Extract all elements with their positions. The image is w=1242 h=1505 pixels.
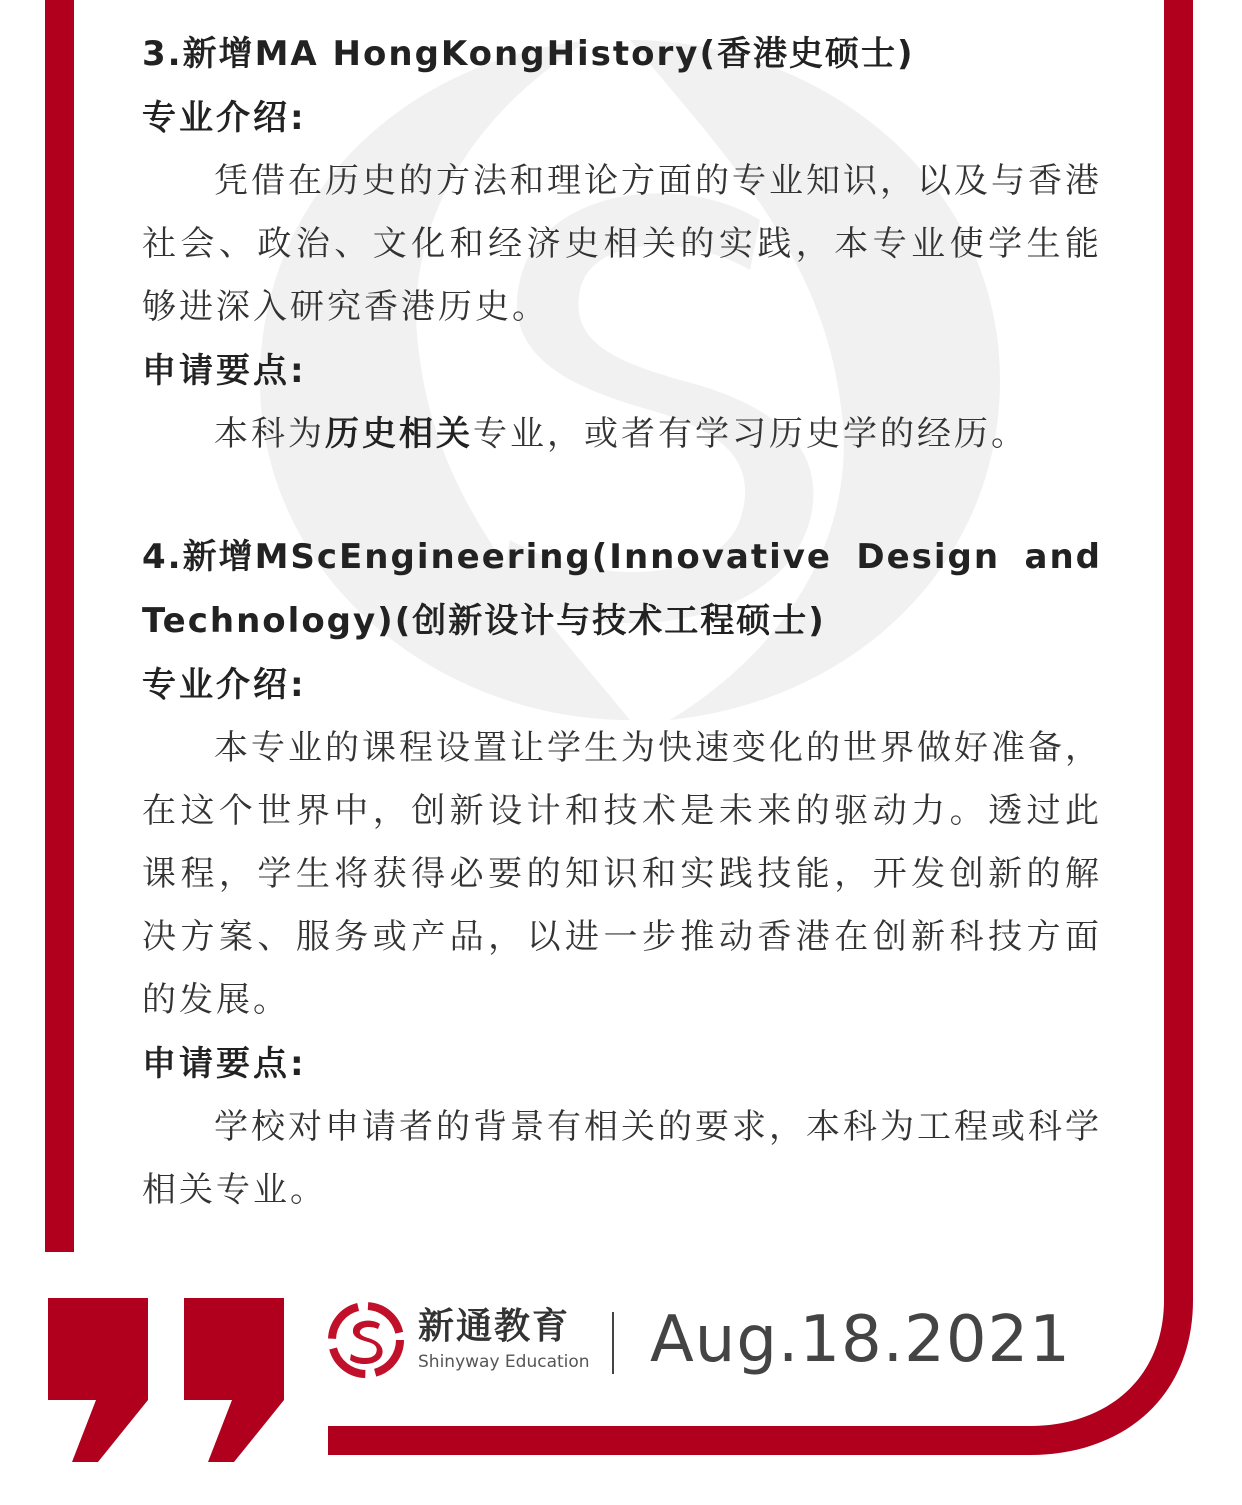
section3-req-bold: 历史相关 <box>325 414 473 454</box>
brand-name-cn: 新通教育 <box>418 1306 571 1347</box>
section4-intro-text: 本专业的课程设置让学生为快速变化的世界做好准备，在这个世界中，创新设计和技术是未来的驱动力。透过此课程，学生将获得必要的知识和实践技能，开发创新的解决方案、服务或产品，以进一步推动香港在创新科技方面的发展。 <box>142 728 1102 1020</box>
article-content <box>142 22 1102 1222</box>
section3-req-label: 申请要点: <box>142 351 307 391</box>
section3-intro-text: 凭借在历史的方法和理论方面的专业知识，以及与香港社会、政治、文化和经济史相关的实践，本专业使学生能够进深入研究香港历史。 <box>142 161 1102 327</box>
section3-req-text <box>142 403 1102 466</box>
shinyway-logo-icon <box>326 1300 406 1380</box>
section4-req-text: 学校对申请者的背景有相关的要求，本科为工程或科学相关专业。 <box>142 1107 1102 1210</box>
section3-title: 3.新增MA HongKongHistory(香港史硕士) <box>142 34 915 74</box>
section3-intro-label: 专业介绍: <box>142 98 307 138</box>
section4-intro-label: 专业介绍: <box>142 665 307 705</box>
frame-left-bar <box>45 0 74 1252</box>
quote-mark-icon <box>48 1298 284 1462</box>
footer-divider <box>612 1312 614 1374</box>
section4-title-line2: Technology)(创新设计与技术工程硕士) <box>142 601 826 641</box>
footer-brand <box>326 1300 590 1380</box>
brand-name-en: Shinyway Education <box>418 1352 590 1372</box>
section3-req-suffix: 专业，或者有学习历史学的经历。 <box>473 414 1028 454</box>
section4-req-label: 申请要点: <box>142 1044 307 1084</box>
publish-date: Aug.18.2021 <box>650 1303 1071 1377</box>
section4-title-line1: 4.新增MScEngineering(Innovative Design and <box>142 537 1102 577</box>
section3-req-prefix: 本科为 <box>214 414 325 454</box>
